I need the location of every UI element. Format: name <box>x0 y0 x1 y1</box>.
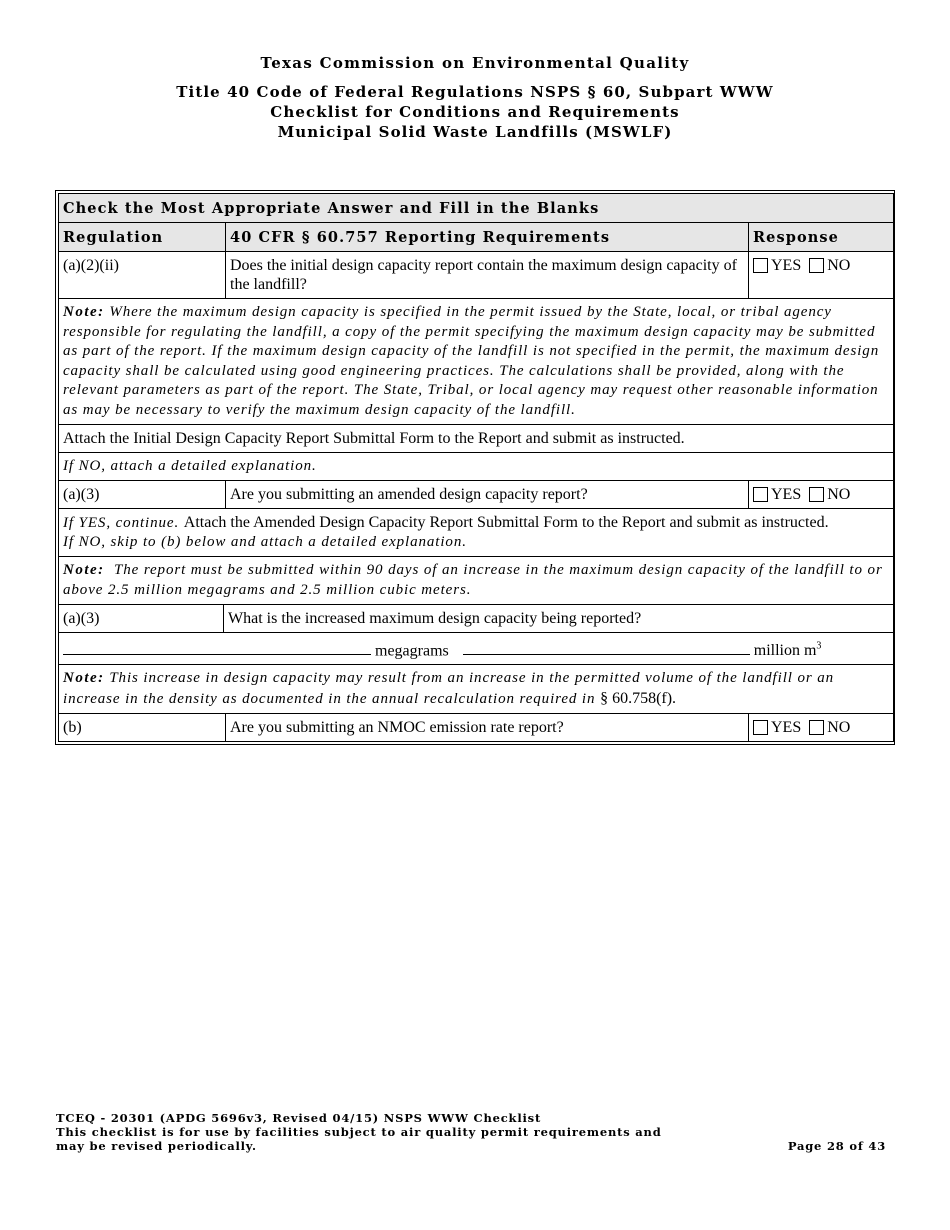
yes-checkbox[interactable] <box>753 258 768 273</box>
no-label: NO <box>827 486 851 503</box>
cubic-superscript: 3 <box>816 641 822 652</box>
title-line-1: Title 40 Code of Federal Regulations NSPS § 60, Subpart WWW <box>176 83 774 101</box>
question-cell: What is the increased maximum design capacity being reported? <box>228 610 642 627</box>
question-row-a2ii <box>59 252 894 299</box>
no-checkbox[interactable] <box>809 258 824 273</box>
note-row-1 <box>59 299 894 425</box>
note-cell <box>59 299 894 425</box>
no-checkbox[interactable] <box>809 720 824 735</box>
question-row-a3-capacity <box>59 605 894 633</box>
if-no-instruction: If NO, attach a detailed explanation. <box>59 453 894 481</box>
million-m-text: million m <box>753 642 817 660</box>
instruction-row-amended <box>59 509 894 557</box>
yes-label: YES <box>771 719 802 737</box>
capacity-fill-row <box>59 633 894 665</box>
regulation-cell: (b) <box>59 714 226 742</box>
response-cell <box>749 252 894 299</box>
megagrams-input[interactable] <box>63 641 371 655</box>
question-cell: Does the initial design capacity report contain the maximum design capacity of the landfill? <box>226 252 749 299</box>
note-label: Note: <box>63 304 105 320</box>
note-cell <box>59 557 894 605</box>
banner-row <box>59 194 894 223</box>
yes-checkbox[interactable] <box>753 720 768 735</box>
document-header <box>0 54 950 142</box>
checklist-table <box>58 193 894 742</box>
yes-checkbox[interactable] <box>753 487 768 502</box>
no-checkbox[interactable] <box>809 487 824 502</box>
attach-amended-text: Attach the Amended Design Capacity Report Submittal Form to the Report and submit as instructed. <box>183 514 829 531</box>
note-cell <box>59 665 894 714</box>
col-response: Response <box>749 223 894 252</box>
checklist-frame <box>55 190 895 745</box>
yes-label: YES <box>771 257 802 274</box>
footer-form-id: TCEQ - 20301 (APDG 5696v3, Revised 04/15) NSPS WWW Checklist <box>56 1111 542 1125</box>
instruction-row-initial <box>59 425 894 453</box>
amended-instruction-cell <box>59 509 894 557</box>
regulation-cell: (a)(3) <box>59 605 224 632</box>
instruction-row-if-no <box>59 453 894 481</box>
if-no-skip-text: If NO, skip to (b) below and attach a detailed explanation. <box>63 534 467 550</box>
question-cell: Are you submitting an NMOC emission rate report? <box>226 714 749 742</box>
column-header-row <box>59 223 894 252</box>
cubic-meters-input[interactable] <box>463 641 750 655</box>
yes-label: YES <box>771 486 802 503</box>
agency-name: Texas Commission on Environmental Quality <box>260 54 690 72</box>
capacity-question-cell <box>59 605 894 633</box>
note-label: Note: <box>63 562 105 578</box>
note-label: Note: <box>63 670 105 687</box>
regulation-cell: (a)(3) <box>59 481 226 509</box>
no-label: NO <box>827 719 851 737</box>
page-number: Page 28 of 43 <box>787 1139 886 1153</box>
megagrams-unit: megagrams <box>375 642 449 660</box>
question-row-b <box>59 714 894 742</box>
if-yes-text: If YES, continue. <box>63 515 180 531</box>
title-line-2: Checklist for Conditions and Requirements <box>270 103 680 121</box>
response-cell <box>749 481 894 509</box>
col-regulation: Regulation <box>59 223 226 252</box>
regulation-cell: (a)(2)(ii) <box>59 252 226 299</box>
cubic-meters-unit <box>754 642 822 659</box>
note-text: This increase in design capacity may result from an increase in the permitted volume of the landfill or an increase in the density as documented in the annual recalculation required in <box>63 670 835 707</box>
question-cell: Are you submitting an amended design capacity report? <box>226 481 749 509</box>
note-row-2 <box>59 557 894 605</box>
capacity-fill-cell <box>59 633 894 665</box>
footer-usage-note-2: may be revised periodically. <box>56 1139 257 1153</box>
note-reference: § 60.758(f). <box>600 689 677 707</box>
note-row-3 <box>59 665 894 714</box>
note-text: The report must be submitted within 90 days of an increase in the maximum design capacity of the landfill to or above 2.5 million megagrams and 2.5 million cubic meters. <box>63 562 883 598</box>
col-requirement: 40 CFR § 60.757 Reporting Requirements <box>226 223 749 252</box>
title-line-3: Municipal Solid Waste Landfills (MSWLF) <box>277 123 673 141</box>
table-banner: Check the Most Appropriate Answer and Fill in the Blanks <box>59 194 894 223</box>
response-cell <box>749 714 894 742</box>
page-footer <box>56 1111 886 1153</box>
question-row-a3 <box>59 481 894 509</box>
no-label: NO <box>827 257 851 274</box>
footer-usage-note-1: This checklist is for use by facilities subject to air quality permit requirements and <box>56 1125 662 1139</box>
attach-initial-instruction: Attach the Initial Design Capacity Report Submittal Form to the Report and submit as instructed. <box>59 425 894 453</box>
note-text: Where the maximum design capacity is specified in the permit issued by the State, local, or tribal agency responsible for regulating the landfill, a copy of the permit specifying the maximum design capacity may be submitted as part of the report. If the maximum design capacity of the landfill is not specified in the permit, the maximum design capacity shall be calculated using good engineering practices. The calculations shall be provided, along with the relevant parameters as part of the report. The State, Tribal, or local agency may request other reasonable information as may be necessary to verify the maximum design capacity of the landfill. <box>63 304 880 418</box>
